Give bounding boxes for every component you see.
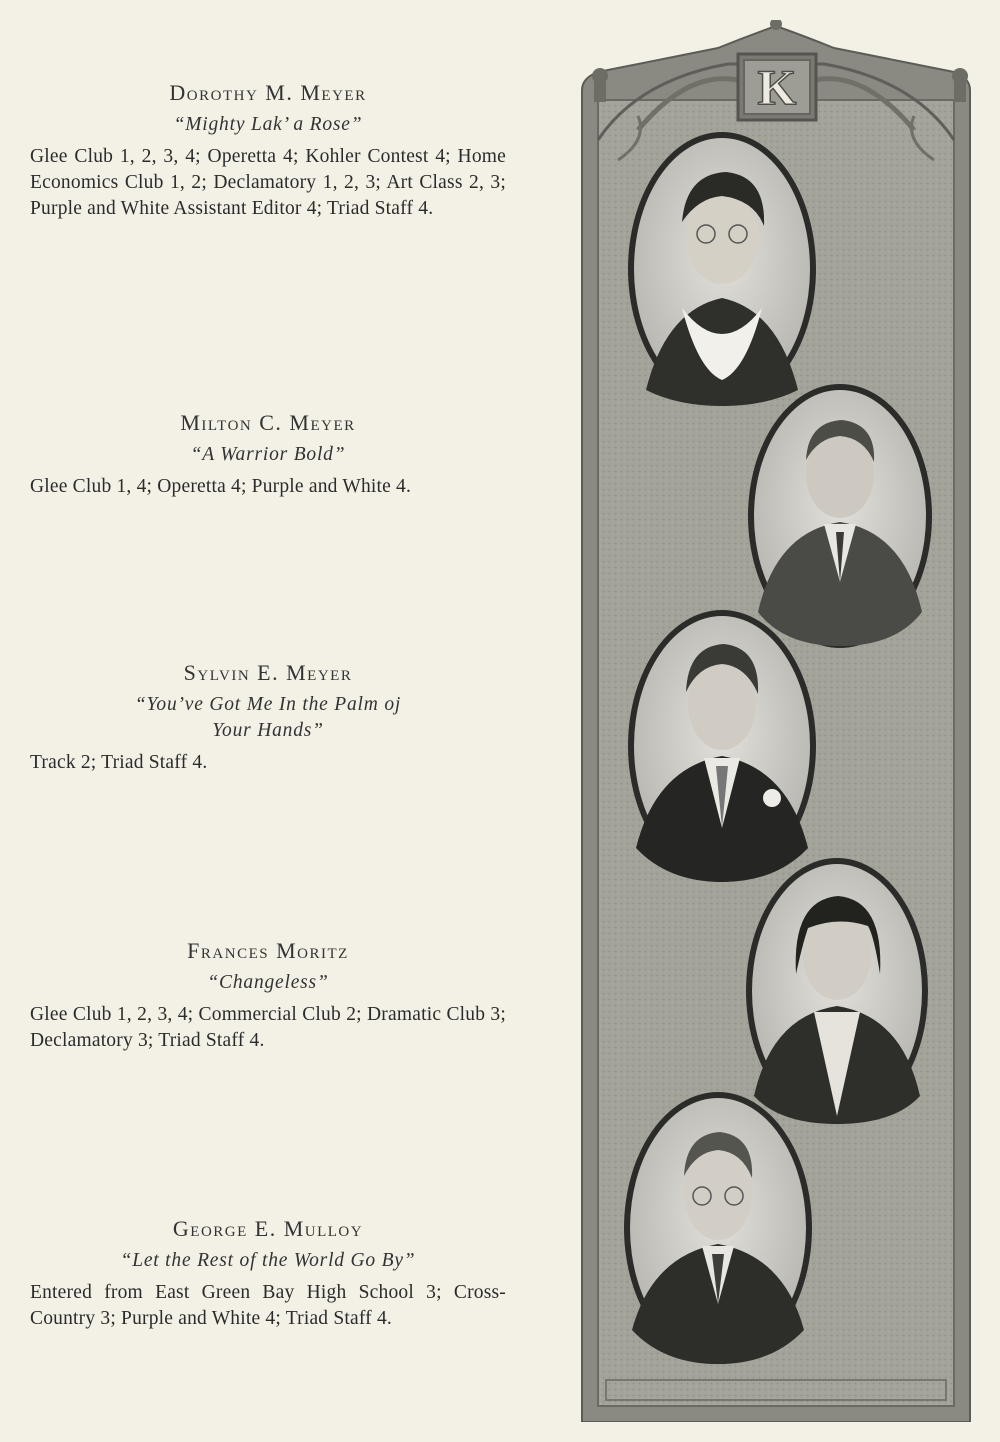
senior-activities: Entered from East Green Bay High School 3; Cross-Country 3; Purple and White 4; Triad Staff 4. <box>30 1282 506 1329</box>
senior-name: Sylvin E. Meyer <box>183 660 353 685</box>
senior-motto-line: Your Hands” <box>212 720 324 741</box>
senior-motto: “Changeless” <box>207 972 329 993</box>
senior-activities: Glee Club 1, 2, 3, 4; Commercial Club 2; Dramatic Club 3; Declamatory 3; Triad Staff 4. <box>30 1004 506 1051</box>
senior-name: Frances Moritz <box>187 938 349 963</box>
senior-name: Milton C. Meyer <box>180 410 356 435</box>
senior-activities: Glee Club 1, 2, 3, 4; Operetta 4; Kohler Contest 4; Home Economics Club 1, 2; Declamatory 1, 2, 3; Art Class 2, 3; Purple and White Assistant Editor 4; Triad Staff 4. <box>30 146 506 219</box>
senior-motto-line: “You’ve Got Me In the Palm oj <box>134 694 402 715</box>
portrait-sylvin-meyer <box>626 608 818 884</box>
senior-motto: “Mighty Lak’ a Rose” <box>173 114 363 135</box>
portrait-george-mulloy <box>622 1090 814 1366</box>
senior-entry-milton-meyer <box>30 410 506 500</box>
senior-motto <box>30 692 506 744</box>
senior-name: Dorothy M. Meyer <box>169 80 367 105</box>
senior-activities: Track 2; Triad Staff 4. <box>30 752 208 773</box>
senior-entry-george-mulloy <box>30 1216 506 1332</box>
emblem-letter: K <box>757 59 797 115</box>
senior-activities: Glee Club 1, 4; Operetta 4; Purple and White 4. <box>30 476 412 497</box>
senior-motto: “Let the Rest of the World Go By” <box>120 1250 416 1271</box>
portrait-panel <box>578 20 974 1422</box>
senior-entry-frances-moritz <box>30 938 506 1054</box>
senior-name: George E. Mulloy <box>172 1216 364 1241</box>
portrait-dorothy-meyer <box>626 130 818 408</box>
senior-motto: “A Warrior Bold” <box>190 444 346 465</box>
senior-entry-dorothy-meyer <box>30 80 506 222</box>
portrait-frances-moritz <box>744 856 930 1126</box>
senior-entry-sylvin-meyer <box>30 660 506 776</box>
